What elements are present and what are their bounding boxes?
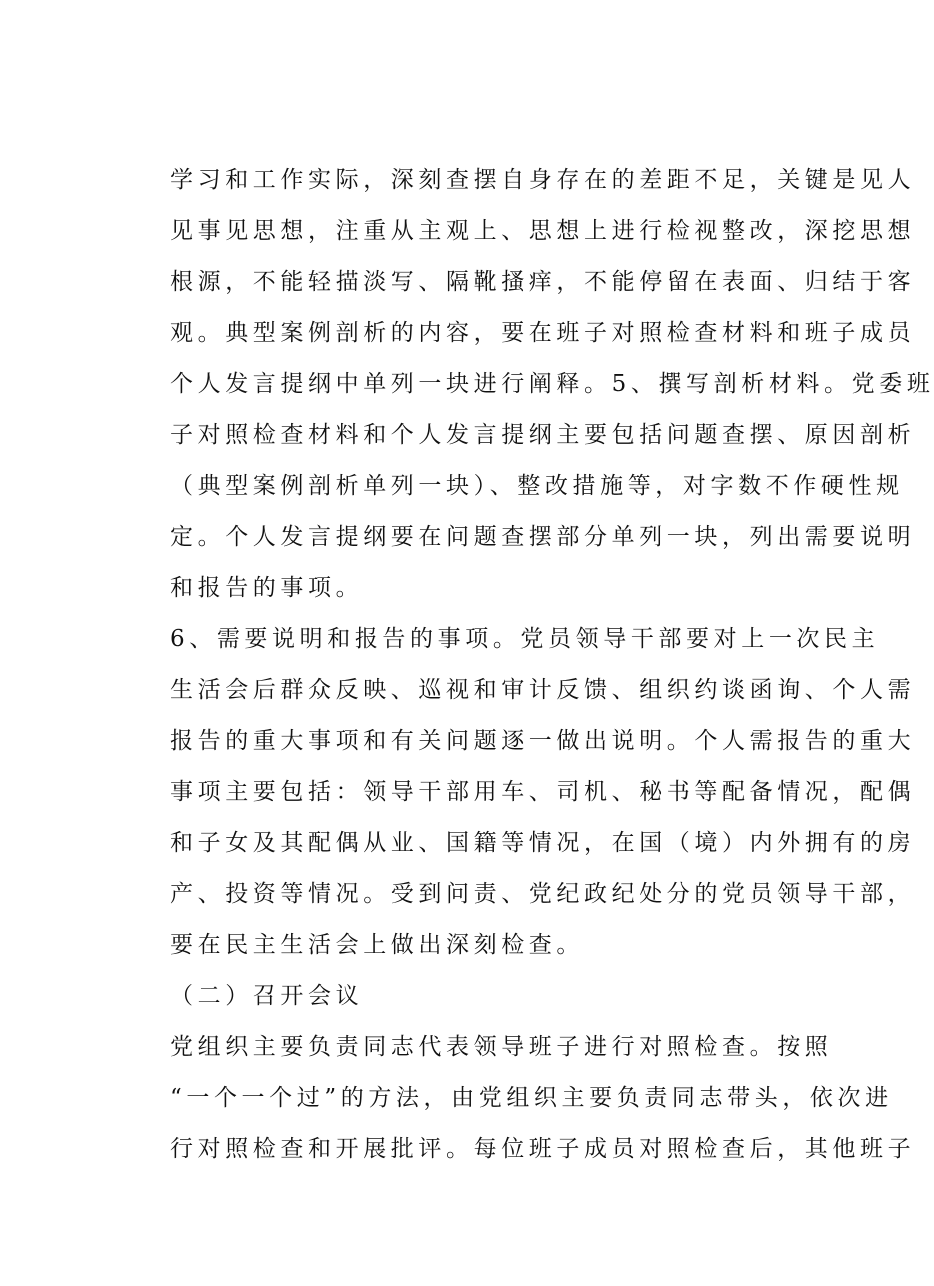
text-line: 子对照检查材料和个人发言提纲主要包括问题查摆、原因剖析 (170, 422, 916, 448)
paragraph-first-line: 6、需要说明和报告的事项。党员领导干部要对上一次民主 (170, 626, 880, 652)
text-line: 和子女及其配偶从业、国籍等情况，在国（境）内外拥有的房 (170, 830, 916, 856)
text-line: 生活会后群众反映、巡视和审计反馈、组织约谈函询、个人需 (170, 677, 916, 703)
text-line: 要在民主生活会上做出深刻检查。 (170, 932, 584, 958)
text-line: 事项主要包括：领导干部用车、司机、秘书等配备情况，配偶 (170, 779, 916, 805)
text-line: 产、投资等情况。受到问责、党纪政纪处分的党员领导干部， (170, 881, 916, 907)
text-line: 个人发言提纲中单列一块进行阐释。5、撰写剖析材料。党委班 (170, 371, 934, 397)
text-line: 定。个人发言提纲要在问题查摆部分单列一块，列出需要说明 (170, 524, 916, 550)
text-line: 报告的重大事项和有关问题逐一做出说明。个人需报告的重大 (170, 728, 916, 754)
text-line: 见事见思想，注重从主观上、思想上进行检视整改，深挖思想 (170, 218, 916, 244)
text-line: 行对照检查和开展批评。每位班子成员对照检查后，其他班子 (170, 1136, 916, 1162)
text-line: “一个一个过”的方法，由党组织主要负责同志带头，依次进 (170, 1085, 893, 1111)
paragraph-first-line: 党组织主要负责同志代表领导班子进行对照检查。按照 (170, 1034, 833, 1060)
text-line: 和报告的事项。 (170, 575, 364, 601)
text-line: （典型案例剖析单列一块）、整改措施等，对字数不作硬性规 (170, 473, 904, 499)
text-line: 观。典型案例剖析的内容，要在班子对照检查材料和班子成员 (170, 320, 916, 346)
section-heading: （二）召开会议 (170, 983, 364, 1009)
text-line: 学习和工作实际，深刻查摆自身存在的差距不足，关键是见人 (170, 167, 916, 193)
text-line: 根源，不能轻描淡写、隔靴搔痒，不能停留在表面、归结于客 (170, 269, 916, 295)
